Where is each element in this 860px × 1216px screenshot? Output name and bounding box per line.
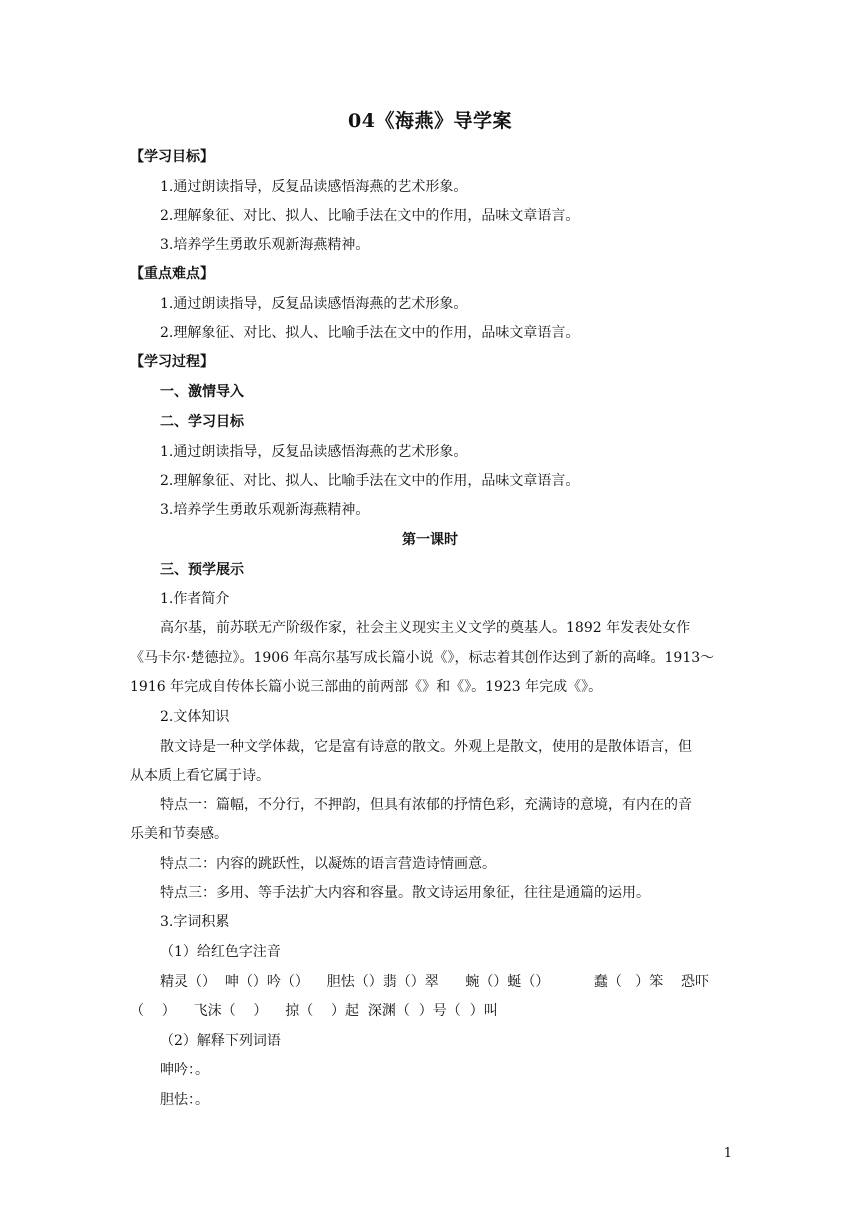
vocab-question-2: （2）解释下列词语 [160, 1033, 281, 1049]
step-heading-3: 三、预学展示 [160, 562, 244, 578]
author-line-3: 1916 年完成自传体长篇小说三部曲的前两部《》和《》。1923 年完成《》。 [130, 679, 603, 695]
author-line-2: 《马卡尔·楚德拉》。1906 年高尔基写成长篇小说《》，标志着其创作达到了新的高峰。1913～ [130, 650, 715, 666]
definition-1: 呻吟：。 [160, 1062, 209, 1078]
step2-item-2: 2.理解象征、对比、拟人、比喻手法在文中的作用，品味文章语言。 [160, 473, 580, 489]
goal-item-2: 2.理解象征、对比、拟人、比喻手法在文中的作用，品味文章语言。 [160, 208, 580, 224]
feature1-line-2: 乐美和节奏感。 [130, 826, 228, 842]
goals-heading: 【学习目标】 [130, 149, 214, 165]
step-heading-2: 二、学习目标 [160, 414, 244, 430]
goal-item-1: 1.通过朗读指导，反复品读感悟海燕的艺术形象。 [160, 179, 468, 195]
vocab-line-1: 精灵（） 呻（）吟（） 胆怯（）翡（）翠 蜿（）蜒（） 蠢（ ）笨 恐吓 [160, 974, 710, 990]
author-line-1: 高尔基，前苏联无产阶级作家，社会主义现实主义文学的奠基人。1892 年发表处女作 [160, 620, 691, 636]
vocab-question-1: （1）给红色字注音 [160, 944, 281, 960]
definition-2: 胆怯：。 [160, 1092, 209, 1108]
feature3-line: 特点三：多用、等手法扩大内容和容量。散文诗运用象征，往往是通篇的运用。 [160, 885, 650, 901]
author-label: 1.作者简介 [160, 591, 230, 607]
vocab-label: 3.字词积累 [160, 914, 230, 930]
genre-label: 2.文体知识 [160, 709, 230, 725]
feature1-line-1: 特点一：篇幅，不分行，不押韵，但具有浓郁的抒情色彩，充满诗的意境，有内在的音 [160, 797, 692, 813]
step2-item-1: 1.通过朗读指导，反复品读感悟海燕的艺术形象。 [160, 444, 468, 460]
genre-line-2: 从本质上看它属于诗。 [130, 768, 270, 784]
genre-line-1: 散文诗是一种文学体裁，它是富有诗意的散文。外观上是散文，使用的是散体语言，但 [160, 739, 692, 755]
goal-item-3: 3.培养学生勇敢乐观新海燕精神。 [160, 237, 370, 253]
lesson-heading: 第一课时 [402, 532, 458, 548]
key-item-1: 1.通过朗读指导，反复品读感悟海燕的艺术形象。 [160, 296, 468, 312]
key-heading: 【重点难点】 [130, 266, 214, 282]
page-number: 1 [723, 1146, 732, 1161]
feature2-line: 特点二：内容的跳跃性，以凝炼的语言营造诗情画意。 [160, 856, 496, 872]
vocab-line-2: （ ） 飞沫（ ） 掠（ ）起 深渊（ ）号（ ）叫 [130, 1003, 498, 1019]
step2-item-3: 3.培养学生勇敢乐观新海燕精神。 [160, 502, 370, 518]
key-item-2: 2.理解象征、对比、拟人、比喻手法在文中的作用，品味文章语言。 [160, 325, 580, 341]
process-heading: 【学习过程】 [130, 354, 214, 370]
step-heading-1: 一、激情导入 [160, 384, 244, 400]
page-title: 04《海燕》导学案 [348, 110, 512, 132]
